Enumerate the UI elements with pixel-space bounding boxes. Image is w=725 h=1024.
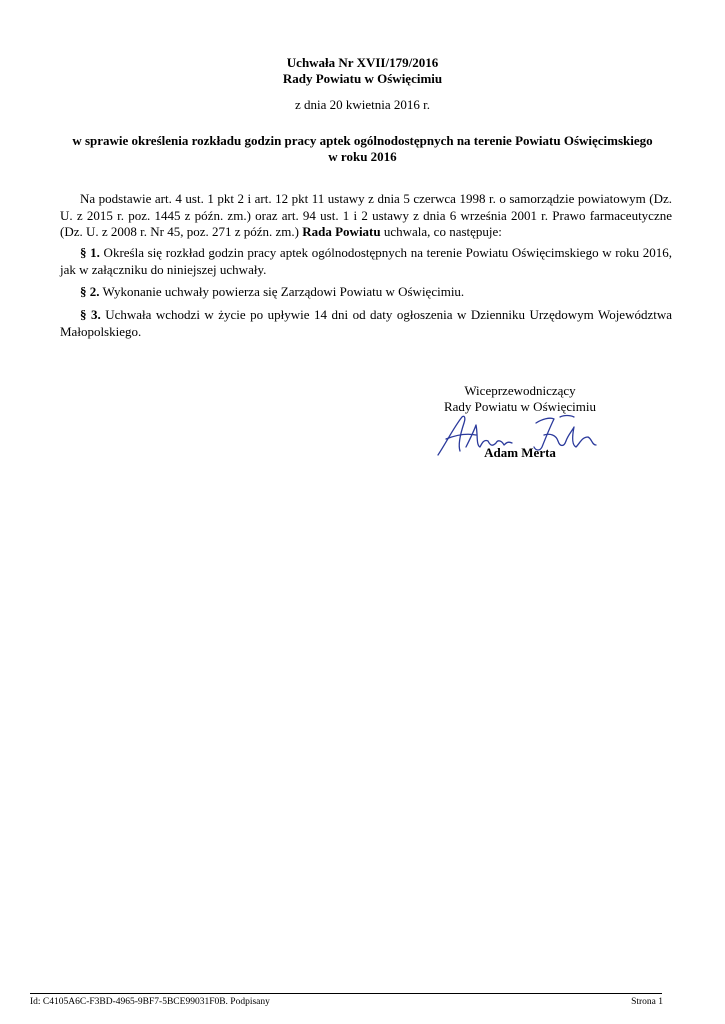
resolution-subject (60, 133, 665, 165)
section-3-text: Uchwała wchodzi w życie po upływie 14 dni od daty ogłoszenia w Dzienniku Urzędowym Województwa Małopolskiego. (60, 307, 673, 339)
preamble-tail: uchwala, co następuje: (380, 224, 502, 239)
title-line-council: Rady Powiatu w Oświęcimiu (282, 71, 443, 86)
section-2-text: Wykonanie uchwały powierza się Zarządowi Powiatu w Oświęcimiu. (99, 284, 465, 299)
signatory-role-line-1: Wiceprzewodniczący (464, 383, 576, 398)
section-1-mark: § 1. (80, 245, 100, 260)
footer-document-id: Id: C4105A6C-F3BD-4965-9BF7-5BCE99031F0B. Podpisany (30, 997, 270, 1007)
resolution-title (0, 55, 725, 87)
section-2-paragraph (60, 284, 672, 301)
preamble-bold: Rada Powiatu (302, 224, 381, 239)
section-1-text: Określa się rozkład godzin pracy aptek ogólnodostępnych na terenie Powiatu Oświęcimskiego w roku 2016, jak w załączniku do niniejszej uchwały. (60, 245, 672, 277)
subject-line-1: w sprawie określenia rozkładu godzin pracy aptek ogólnodostępnych na terenie Powiatu Oświęcimskiego (72, 133, 653, 148)
footer-page-number: Strona 1 (631, 997, 663, 1007)
section-1-paragraph (60, 245, 672, 278)
section-3-mark: § 3. (80, 307, 101, 322)
resolution-date: z dnia 20 kwietnia 2016 r. (294, 97, 431, 112)
footer-divider (30, 993, 662, 994)
signatory-role-line-2: Rady Powiatu w Oświęcimiu (443, 399, 596, 414)
preamble-paragraph (60, 191, 672, 241)
section-2-mark: § 2. (80, 284, 100, 299)
section-3-paragraph (60, 307, 672, 340)
preamble-text: Na podstawie art. 4 ust. 1 pkt 2 i art. 12 pkt 11 ustawy z dnia 5 czerwca 1998 r. o samorządzie powiatowym (Dz. U. z 2015 r. poz. 1445 z późn. zm.) oraz art. 94 ust. 1 i 2 ustawy z dnia 6 września 2001 r. Prawo farmaceutyczne (Dz. U. z 2008 r. Nr 45, poz. 271 z późn. zm.) (60, 191, 672, 239)
title-line-number: Uchwała Nr XVII/179/2016 (286, 55, 439, 70)
signatory-role (420, 383, 620, 415)
subject-line-2: w roku 2016 (328, 149, 397, 164)
signatory-name: Adam Merta (484, 445, 556, 460)
